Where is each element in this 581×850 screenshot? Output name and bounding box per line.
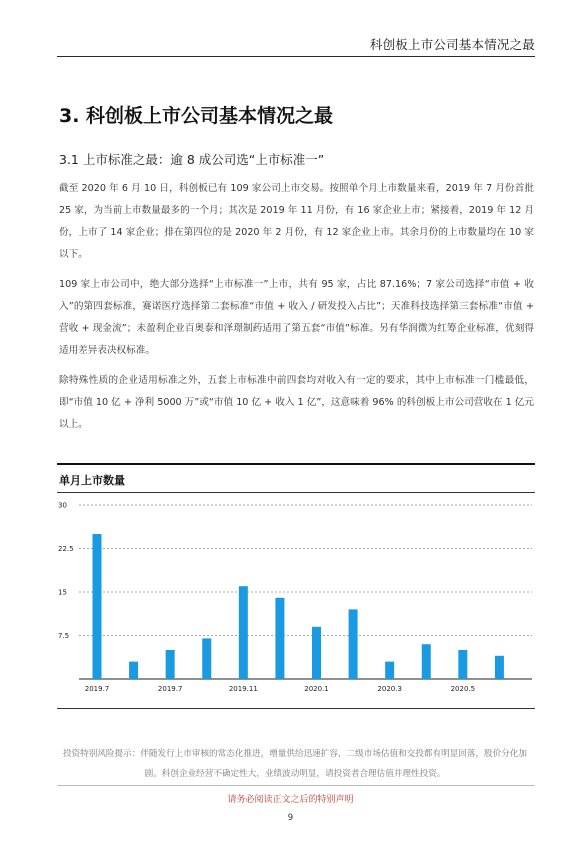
x-tick-label: 2019.7 (84, 685, 110, 693)
x-tick-label: 2020.5 (450, 685, 476, 693)
y-tick-label: 30 (58, 501, 67, 510)
x-tick-label: 2020.3 (377, 685, 402, 693)
paragraph-listing-standards: 109 家上市公司中，绝大部分选择“上市标准一”上市，共有 95 家，占比 87.16%；7 家公司选择“市值 + 收入”的第四套标准，赛诺医疗选择第二套标准“市值 + 收入 / 研发投入占比”；天准科技选择第三套标准“市值 + 营收 + 现金流”；未盈利企业百奥泰和泽璟制药适用了第五套“市值”标准。另有华润微为红筹企业标准，优刻得适用差异表决权标准。 (59, 279, 534, 356)
bar-2019.12 (275, 598, 284, 679)
footer-divider (57, 785, 535, 786)
y-tick-label: 22.5 (58, 545, 74, 553)
monthly-listings-bar-chart (50, 496, 540, 702)
section-title: 3. 科创板上市公司基本情况之最 (59, 105, 334, 127)
bar-2020.2 (349, 609, 358, 679)
chart-top-rule (57, 463, 535, 465)
chart-bottom-rule (57, 708, 535, 709)
bar-2019.10 (202, 638, 211, 679)
bar-2019.9 (166, 650, 175, 679)
paragraph-revenue-requirement: 除特殊性质的企业适用标准之外，五套上市标准中前四套均对收入有一定的要求，其中上市标准一门槛最低，即“市值 10 亿 + 净利 5000 万”或“市值 10 亿 + 收入 1 亿”，这意味着 96% 的科创板上市公司营收在 1 亿元以上。 (59, 375, 534, 430)
bar-2019.7 (93, 534, 102, 679)
header-divider (57, 56, 535, 57)
running-header: 科创板上市公司基本情况之最 (369, 37, 535, 52)
chart-title: 单月上市数量 (59, 474, 125, 487)
y-tick-label: 15 (58, 588, 67, 597)
x-tick-label: 2019.7 (157, 685, 183, 693)
risk-disclaimer: 投资特别风险提示：伴随发行上市审核的常态化推进，增量供给迅速扩容，二级市场估值和交投都有明显回落，股价分化加剧。科创企业经营不确定性大，业绩波动明显，请投资者合理估值并理性投资。 (62, 749, 528, 779)
y-tick-label: 7.5 (58, 632, 70, 640)
page-number: 9 (287, 813, 294, 823)
bar-2020.1 (312, 627, 321, 679)
bar-2020.4 (422, 644, 431, 679)
paragraph-listing-by-month: 截至 2020 年 6 月 10 日，科创板已有 109 家公司上市交易。按照单个月上市数量来看，2019 年 7 月份首批 25 家，为当前上市数量最多的一个月；其次是 2019 年 11 月份，有 16 家企业上市；紧接着，2019 年 12 月份，上市了 14 家企业；排在第四位的是 2020 年 2 月份，有 12 家企业上市。其余月份的上市数量均在 10 家以下。 (59, 183, 534, 260)
x-tick-label: 2019.11 (228, 685, 258, 693)
chart-title-rule (57, 492, 535, 493)
subsection-title: 3.1 上市标准之最：逾 8 成公司选“上市标准一” (59, 152, 325, 167)
special-notice: 请务必阅读正文之后的特别声明 (227, 795, 354, 805)
bar-2020.5 (458, 650, 467, 679)
bar-2019.8 (129, 662, 138, 679)
bar-2020.3 (385, 662, 394, 679)
bar-2020.6 (495, 656, 504, 679)
bar-2019.11 (239, 586, 248, 679)
x-tick-label: 2020.1 (304, 685, 329, 693)
